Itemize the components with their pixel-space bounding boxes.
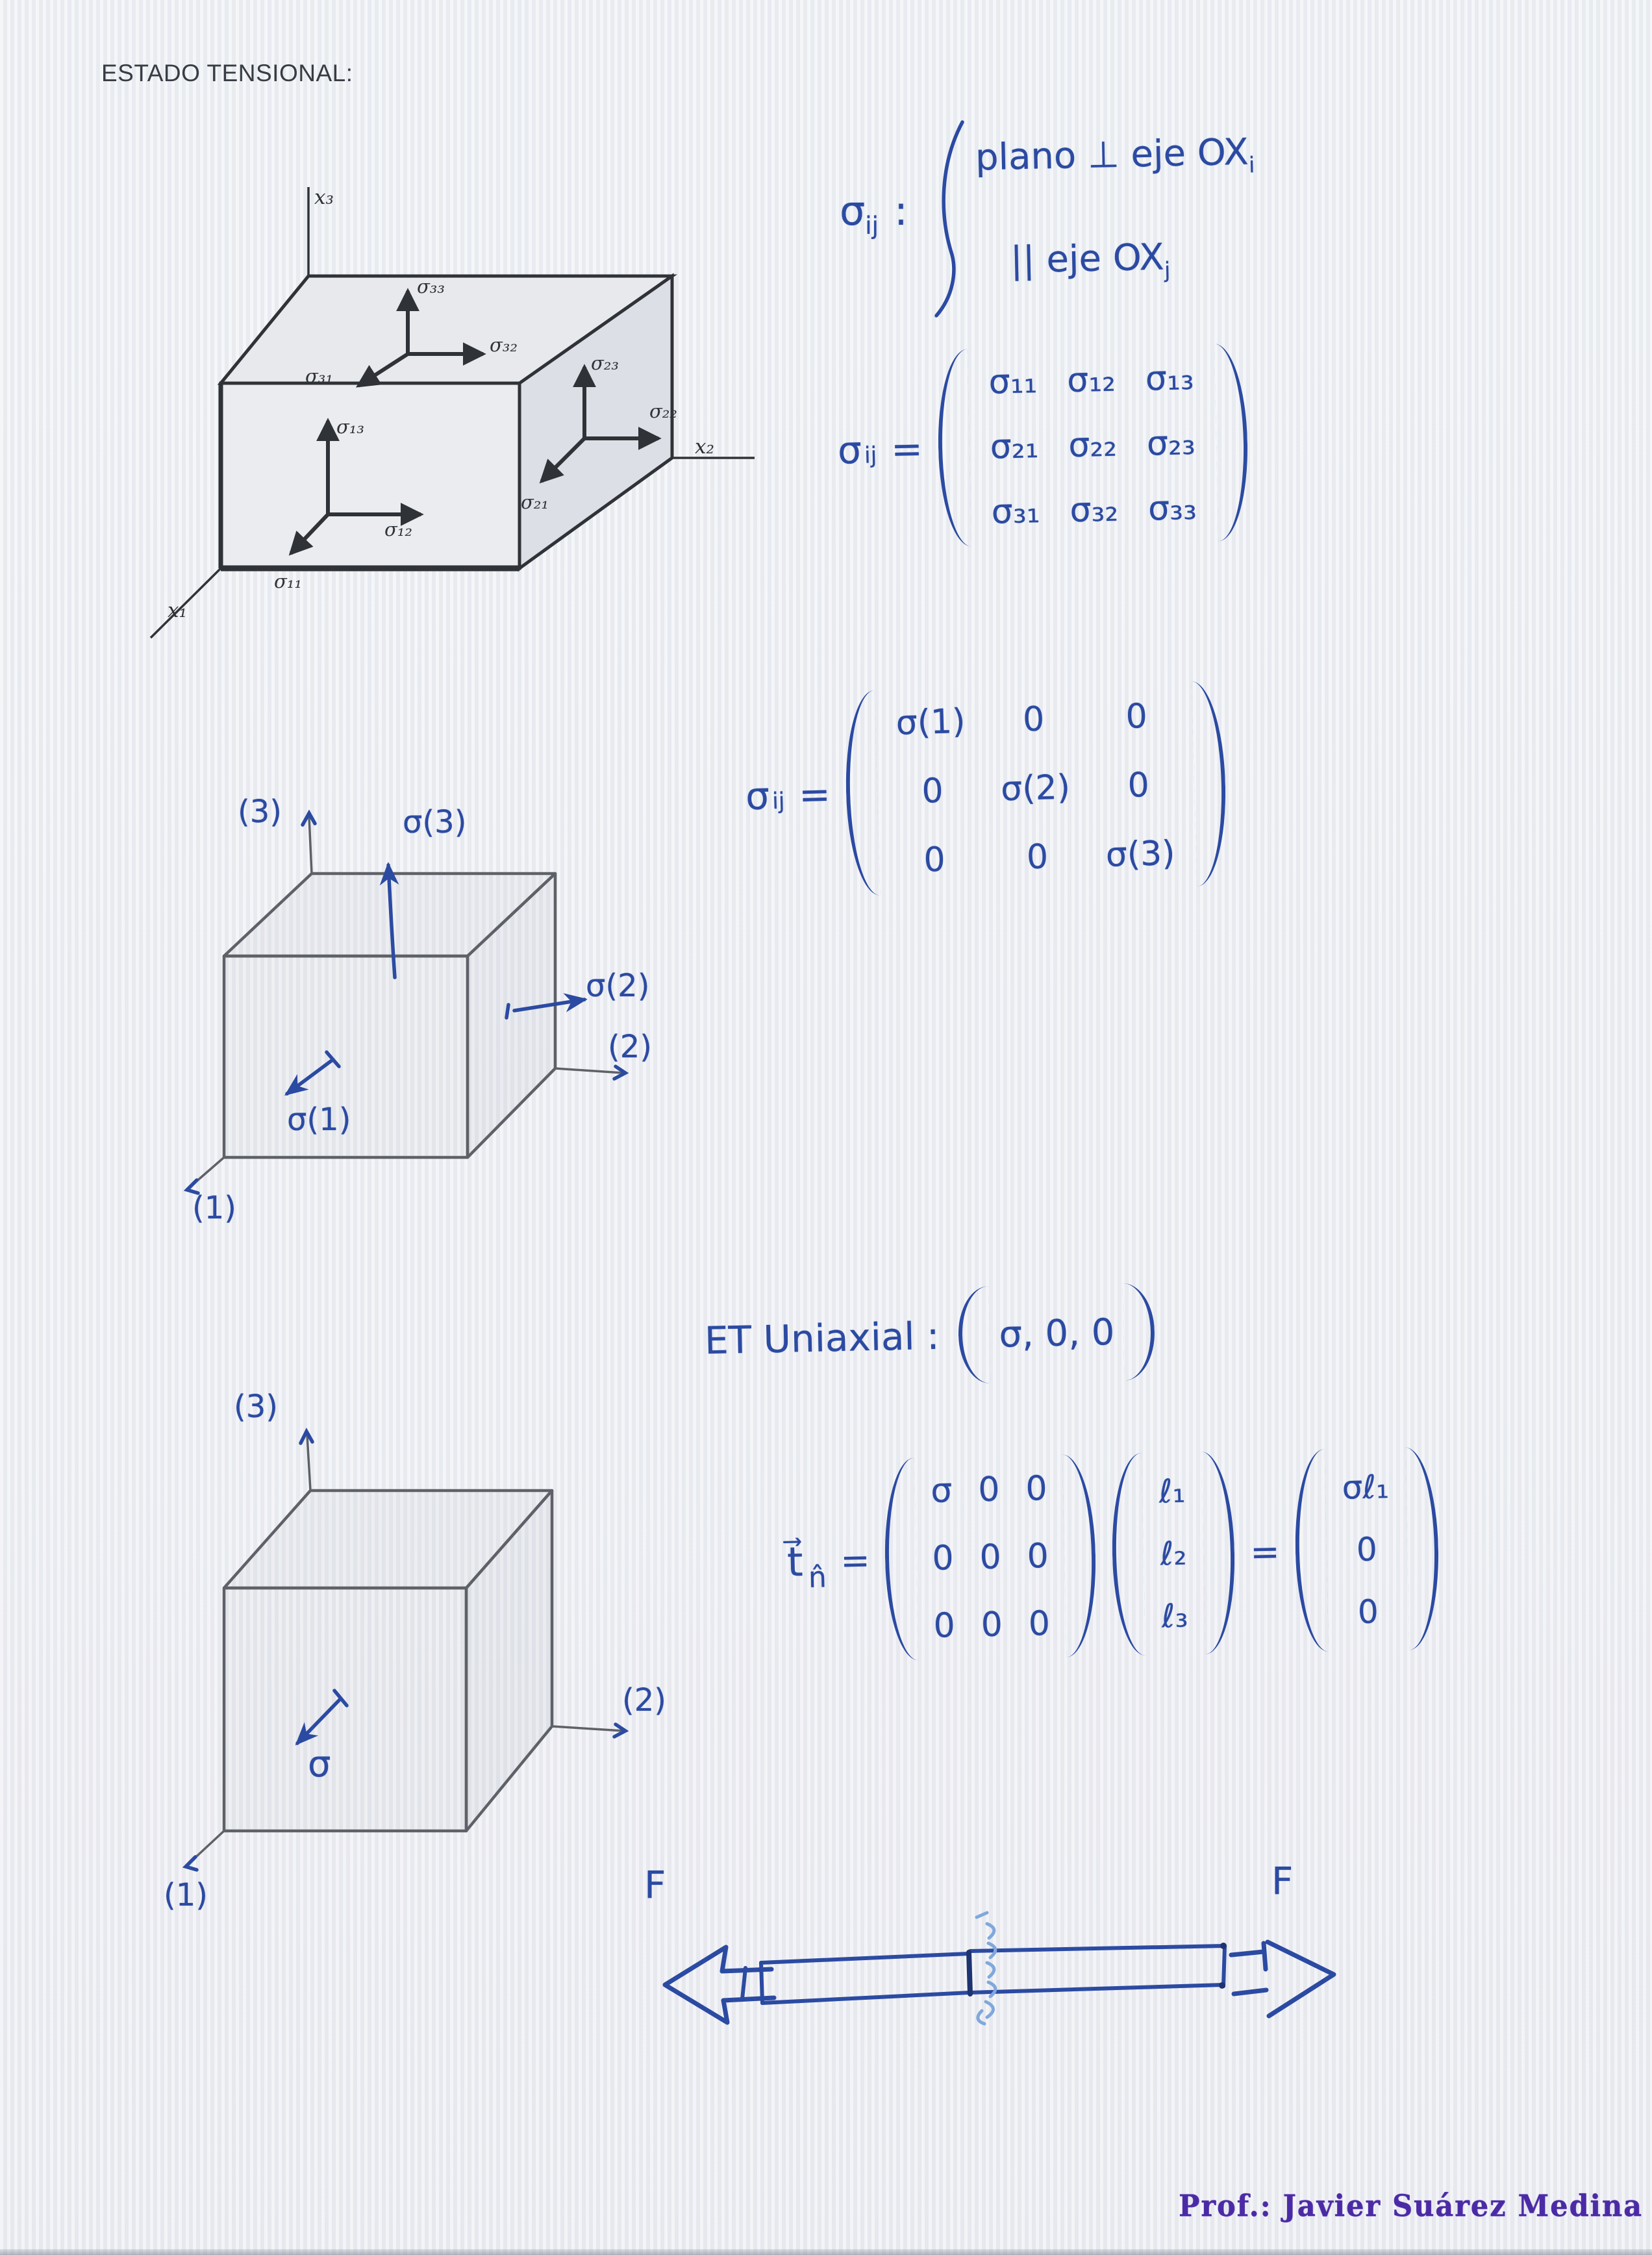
stress-distribution-marks (977, 1913, 995, 2024)
matrix-cell: 0 (1026, 837, 1049, 877)
cube3-front-face (224, 1588, 466, 1831)
cube2-sigma2-label: σ(2) (586, 968, 650, 1004)
cube2-axis3-line (309, 817, 312, 874)
sigma-symbol: σ (840, 187, 866, 234)
x3-axis-label: x₃ (314, 186, 334, 209)
cube3-axis3-label: (3) (234, 1389, 278, 1425)
matrix-cell: 0 (923, 840, 946, 880)
uniaxial-heading-row (704, 1283, 1156, 1389)
axis1-arrowhead-icon (186, 1857, 197, 1870)
definition-brace (936, 122, 962, 316)
matrix-cell: σ₁₁ (988, 362, 1038, 402)
matrix-cell: σ(1) (895, 701, 966, 743)
uniaxial-tuple: σ, 0, 0 (958, 1283, 1156, 1384)
page-title: ESTADO TENSIONAL: (101, 60, 353, 86)
matrix-cell: σ₁₂ (1066, 360, 1116, 401)
matrix-cell: 0 (981, 1605, 1003, 1645)
vector-cell: ℓ₁ (1158, 1472, 1186, 1511)
matrix-cell: 0 (1027, 1537, 1049, 1576)
pencil-cube-uniaxial (188, 1435, 623, 1864)
sigma33-label: σ₃₃ (417, 275, 445, 297)
left-paren (843, 690, 880, 896)
right-paren (1214, 343, 1249, 541)
cube3-axis1-label: (1) (164, 1877, 208, 1913)
matrix-cell: σ₂₁ (990, 427, 1040, 467)
matrix-principal-grid (890, 682, 1181, 895)
matrix-cell: σ₃₁ (991, 492, 1041, 532)
uniaxial-heading: ET Uniaxial : (704, 1313, 940, 1363)
right-force-block-arrow-icon (1231, 1942, 1334, 2016)
matrix-principal-block (743, 681, 1228, 899)
cube1-front-face (221, 383, 519, 568)
matrix-cell: σ(3) (1105, 833, 1176, 875)
cube3-axis2-line (552, 1726, 623, 1731)
matrix-cell: 0 (1025, 1469, 1048, 1509)
sigma-ij-definition-lhs (840, 187, 908, 240)
sigma-subscript: ij (865, 211, 879, 240)
matrix-general-lhs: σ ij = (837, 426, 923, 473)
cube2-sigma3-label: σ(3) (403, 804, 467, 840)
right-paren (1123, 1283, 1156, 1381)
sigma23-label: σ₂₃ (591, 352, 620, 374)
matrix-cell: 0 (933, 1606, 956, 1646)
scan-edge-shadow (0, 2249, 1652, 2255)
matrix-cell: 0 (931, 1539, 955, 1578)
left-paren (883, 1457, 919, 1661)
definition-line1: plano ⊥ eje $OX_i$ (975, 131, 1255, 179)
matrix-general-block (836, 343, 1249, 549)
x2-axis-label: x₂ (695, 435, 714, 459)
matrix-cell: σ₃₂ (1069, 490, 1119, 531)
colon: : (894, 187, 908, 234)
sigma11-label: σ₁₁ (274, 570, 303, 592)
right-force-label: F (1271, 1859, 1294, 1903)
vector-cell: ℓ₃ (1161, 1596, 1189, 1635)
matrix-cell: σ₂₃ (1146, 423, 1196, 464)
left-paren (936, 349, 971, 547)
matrix-cell: 0 (1022, 699, 1045, 740)
matrix-cell: 0 (977, 1470, 1001, 1510)
traction-formula-row: t⃗ n̂ = σ 0 0 0 0 0 0 0 0 ℓ₁ ℓ₂ ℓ₃ = σℓ₁ 0 0 (785, 1447, 1440, 1663)
right-paren (1062, 1454, 1097, 1657)
vector-cell: 0 (1356, 1530, 1378, 1569)
right-paren (1201, 1451, 1237, 1654)
sigma21-label: σ₂₁ (521, 491, 549, 513)
matrix-cell: 0 (979, 1537, 1002, 1578)
sigma12-label: σ₁₂ (384, 518, 413, 540)
cube3-axis3-line (307, 1435, 310, 1491)
sigma13-label: σ₁₃ (336, 416, 365, 438)
direction-cosines-vector (1152, 1457, 1195, 1649)
cube3-axis2-label: (2) (622, 1682, 666, 1719)
matrix-cell: σ(2) (1000, 768, 1071, 809)
matrix-cell: σ₂₂ (1068, 425, 1118, 466)
cube2-axis1-label: (1) (192, 1190, 236, 1226)
matrix-cell: 0 (1125, 697, 1148, 737)
vector-cell: σℓ₁ (1341, 1468, 1390, 1507)
matrix-cell: σ (930, 1471, 953, 1511)
left-paren (1110, 1453, 1145, 1656)
x1-axis-label: x₁ (168, 599, 187, 622)
tension-bar-sketch (665, 1913, 1334, 2024)
matrix-cell: 0 (1028, 1604, 1051, 1644)
cube2-axis3-label: (3) (238, 794, 282, 830)
matrix-cell: 0 (1127, 765, 1150, 805)
left-paren (958, 1286, 991, 1384)
sigma22-label: σ₂₂ (649, 400, 678, 422)
definition-line2: || eje $OX_j$ (1010, 236, 1171, 283)
traction-formula-lhs: t⃗ n̂ = (786, 1537, 871, 1594)
sigma32-label: σ₃₂ (490, 334, 518, 356)
cube2-sigma1-label: σ(1) (287, 1102, 351, 1138)
matrix-principal-lhs: σ ij = (745, 772, 831, 819)
sigma31-label: σ₃₁ (305, 365, 334, 387)
uniaxial-matrix-grid (925, 1455, 1056, 1660)
matrix-cell: 0 (921, 771, 944, 811)
right-paren (1191, 681, 1228, 887)
bar-mid-cut-line (969, 1952, 970, 1994)
left-force-label: F (644, 1863, 666, 1907)
cube2-axis2-line (555, 1068, 623, 1073)
result-vector (1335, 1454, 1399, 1646)
left-paren (1293, 1449, 1329, 1652)
cube2-axis2-label: (2) (608, 1029, 652, 1065)
right-paren (1405, 1447, 1441, 1650)
vector-cell: 0 (1357, 1593, 1379, 1631)
matrix-general-grid (983, 344, 1203, 546)
matrix-cell: σ₃₃ (1147, 488, 1197, 529)
sigma2-arrow-tick (507, 1005, 508, 1018)
cube3-sigma-label: σ (308, 1743, 331, 1785)
left-force-block-arrow-icon (665, 1947, 774, 2022)
matrix-cell: σ₁₃ (1145, 359, 1195, 399)
vector-cell: ℓ₂ (1160, 1534, 1188, 1573)
professor-stamp: Prof.: Javier Suárez Medina (1179, 2189, 1644, 2224)
